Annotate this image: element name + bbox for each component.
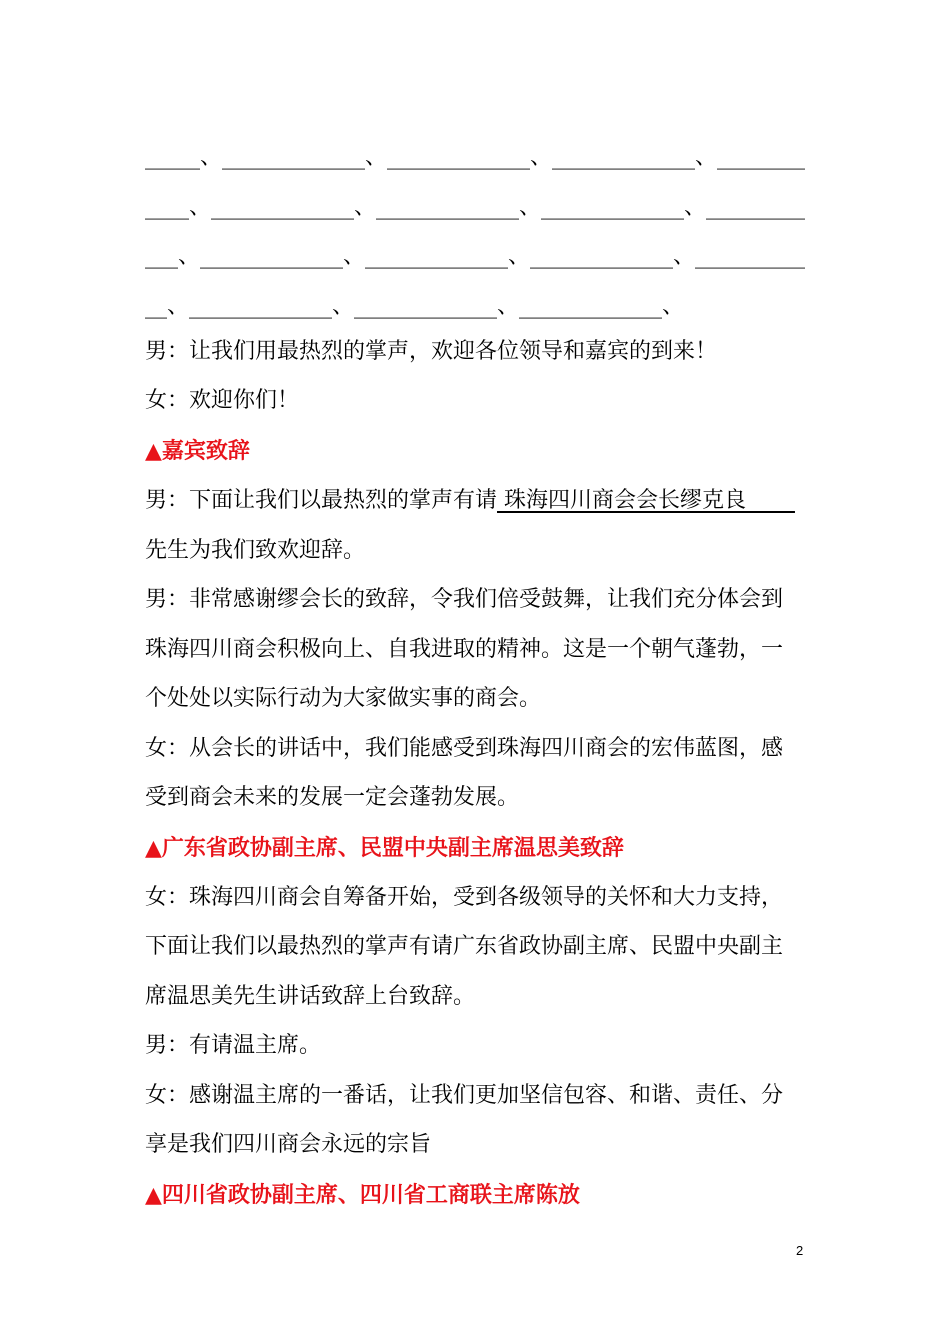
section-heading xyxy=(145,436,815,466)
paragraph-text: 下面让我们以最热烈的掌声有请广东省政协副主席、民盟中央副主 xyxy=(145,934,784,959)
blank-line: _____、_____________、_____________、_____________、________ xyxy=(145,145,806,170)
paragraph-invite-line xyxy=(145,486,815,516)
blank-line: ____、_____________、_____________、_____________、_________ xyxy=(145,195,806,220)
paragraph-female-welcome: 女：欢迎你们！ xyxy=(145,388,300,413)
paragraph-text: 席温思美先生讲话致辞上台致辞。 xyxy=(145,984,476,1009)
section-heading-text: 嘉宾致辞 xyxy=(161,438,250,464)
underlined-name: 珠海四川商会会长缪克良 xyxy=(497,488,795,513)
triangle-icon: ▲ xyxy=(145,1182,162,1208)
paragraph-text: 先生为我们致欢迎辞。 xyxy=(145,538,366,563)
paragraph-text: 男：非常感谢缪会长的致辞，令我们倍受鼓舞，让我们充分体会到 xyxy=(145,587,784,612)
paragraph-text: 男：有请温主席。 xyxy=(145,1033,322,1058)
triangle-icon: ▲ xyxy=(145,438,162,464)
paragraph-text: 珠海四川商会积极向上、自我进取的精神。这是一个朝气蓬勃，一 xyxy=(145,637,784,662)
section-heading xyxy=(145,1180,815,1210)
section-heading-text: 四川省政协副主席、四川省工商联主席陈放 xyxy=(161,1182,580,1208)
section-heading-text: 广东省政协副主席、民盟中央副主席温思美致辞 xyxy=(161,835,624,861)
paragraph-male-welcome: 男：让我们用最热烈的掌声，欢迎各位领导和嘉宾的到来！ xyxy=(145,339,718,364)
paragraph-text: 享是我们四川商会永远的宗旨 xyxy=(145,1132,432,1157)
paragraph-text: 男：下面让我们以最热烈的掌声有请 xyxy=(145,488,498,513)
paragraph-text: 受到商会未来的发展一定会蓬勃发展。 xyxy=(145,785,520,810)
blank-line: __、_____________、_____________、_____________、 xyxy=(145,294,685,319)
paragraph-text: 女：感谢温主席的一番话，让我们更加坚信包容、和谐、责任、分 xyxy=(145,1083,784,1108)
blank-line: ___、_____________、_____________、_____________、__________ xyxy=(145,244,806,269)
paragraph-text: 女：从会长的讲话中，我们能感受到珠海四川商会的宏伟蓝图，感 xyxy=(145,736,784,761)
page-number: 2 xyxy=(796,1243,804,1258)
section-heading xyxy=(145,833,815,863)
paragraph-text: 女：珠海四川商会自筹备开始，受到各级领导的关怀和大力支持， xyxy=(145,885,784,910)
paragraph-text: 个处处以实际行动为大家做实事的商会。 xyxy=(145,686,542,711)
triangle-icon: ▲ xyxy=(145,835,162,861)
